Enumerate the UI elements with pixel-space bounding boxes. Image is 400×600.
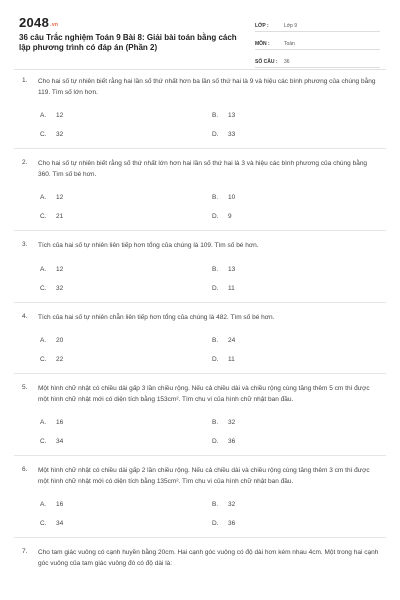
answer-options bbox=[38, 194, 380, 220]
option-value: 32 bbox=[56, 284, 64, 292]
question-number: 4. bbox=[22, 312, 28, 320]
option-letter: C. bbox=[40, 284, 47, 292]
option-value: 33 bbox=[228, 131, 236, 138]
option-letter: C. bbox=[40, 438, 47, 445]
answer-options bbox=[38, 501, 380, 527]
question-item bbox=[0, 548, 400, 569]
answer-option-b[interactable] bbox=[212, 266, 352, 273]
answer-options bbox=[38, 266, 380, 292]
option-value: 21 bbox=[56, 213, 64, 220]
answer-option-d[interactable] bbox=[212, 285, 352, 292]
answer-option-d[interactable] bbox=[212, 131, 352, 138]
question-list bbox=[0, 77, 400, 569]
option-letter: B. bbox=[212, 419, 219, 426]
answer-option-d[interactable] bbox=[212, 356, 352, 363]
option-letter: B. bbox=[212, 112, 219, 119]
option-value: 11 bbox=[228, 284, 235, 292]
option-letter: D. bbox=[212, 213, 219, 220]
answer-option-b[interactable] bbox=[212, 501, 352, 508]
answer-option-d[interactable] bbox=[212, 213, 352, 220]
document-title: 36 câu Trắc nghiệm Toán 9 Bài 8: Giải bài toán bằng cách lập phương trình có đáp án (Phần 2) bbox=[19, 33, 237, 52]
option-letter: A. bbox=[40, 112, 47, 119]
meta-row-class bbox=[255, 14, 380, 32]
answer-option-c[interactable] bbox=[40, 438, 212, 445]
question-divider bbox=[14, 230, 386, 231]
option-letter: C. bbox=[40, 356, 47, 363]
answer-option-a[interactable] bbox=[40, 337, 212, 344]
option-letter: A. bbox=[40, 265, 47, 273]
option-letter: B. bbox=[212, 194, 219, 201]
option-value: 32 bbox=[228, 419, 236, 426]
question-divider bbox=[14, 537, 386, 538]
answer-option-b[interactable] bbox=[212, 419, 352, 426]
brand-name: 2048 bbox=[19, 15, 50, 30]
option-letter: B. bbox=[212, 337, 219, 344]
question-text: Một hình chữ nhật có chiều dài gấp 2 lần chiều rộng. Nếu cả chiều dài và chiều rộng cùng tăng thêm 3 cm thì được một hình chữ nhật mới có diện tích bằng 135cm². Tìm chu vi của hình chữ nhật ban đầu. bbox=[38, 467, 370, 485]
option-letter: D. bbox=[212, 131, 219, 138]
option-value: 36 bbox=[228, 438, 236, 445]
header-divider bbox=[14, 69, 386, 70]
question-text: Một hình chữ nhật có chiều dài gấp 3 lần chiều rộng. Nếu cả chiều dài và chiều rộng cùng tăng thêm 5 cm thì được một hình chữ nhật mới có diện tích bằng 153cm². Tìm chu vi của hình chữ nhật ban đầu. bbox=[38, 385, 370, 403]
option-letter: A. bbox=[40, 337, 47, 344]
question-divider bbox=[14, 148, 386, 149]
meta-value: 36 bbox=[284, 59, 290, 65]
answer-options bbox=[38, 112, 380, 138]
question-item bbox=[0, 384, 400, 445]
brand-suffix: .vn bbox=[50, 22, 59, 28]
question-number: 5. bbox=[22, 384, 28, 391]
answer-option-c[interactable] bbox=[40, 285, 212, 292]
option-letter: B. bbox=[212, 265, 219, 273]
question-divider bbox=[14, 302, 386, 303]
question-item bbox=[0, 241, 400, 292]
option-letter: B. bbox=[212, 501, 219, 508]
option-value: 12 bbox=[56, 265, 64, 273]
meta-label: SỐ CÂU : bbox=[255, 59, 278, 65]
option-value: 13 bbox=[228, 265, 236, 273]
answer-option-a[interactable] bbox=[40, 419, 212, 426]
option-value: 16 bbox=[56, 501, 64, 508]
option-letter: C. bbox=[40, 520, 47, 527]
option-value: 34 bbox=[56, 520, 64, 527]
question-number: 7. bbox=[22, 548, 28, 555]
option-value: 16 bbox=[56, 419, 64, 426]
option-value: 13 bbox=[228, 112, 236, 119]
option-value: 9 bbox=[228, 213, 232, 220]
answer-option-a[interactable] bbox=[40, 266, 212, 273]
question-text: Tích của hai số tự nhiên liên tiếp hơn tổng của chúng là 109. Tìm số bé hơn. bbox=[38, 242, 259, 249]
meta-value: Toán bbox=[284, 41, 295, 47]
option-letter: C. bbox=[40, 213, 47, 220]
option-letter: A. bbox=[40, 194, 47, 201]
option-letter: C. bbox=[40, 131, 47, 138]
answer-option-a[interactable] bbox=[40, 112, 212, 119]
option-value: 20 bbox=[56, 337, 64, 344]
option-letter: D. bbox=[212, 356, 219, 363]
question-divider bbox=[14, 455, 386, 456]
option-letter: D. bbox=[212, 520, 219, 527]
meta-row-subject bbox=[255, 32, 380, 50]
answer-option-c[interactable] bbox=[40, 213, 212, 220]
option-value: 11 bbox=[228, 356, 235, 363]
question-text: Cho hai số tự nhiên biết rằng hai lần số thứ nhất hơn ba lần số thứ hai là 9 và hiệu các bình phương của chúng bằng 119. Tìm số lớn hơn. bbox=[38, 78, 376, 96]
page-header bbox=[0, 0, 400, 66]
answer-option-d[interactable] bbox=[212, 438, 352, 445]
option-value: 22 bbox=[56, 356, 64, 363]
answer-options bbox=[38, 337, 380, 363]
option-value: 10 bbox=[228, 194, 236, 201]
question-number: 1. bbox=[22, 77, 28, 84]
answer-options bbox=[38, 419, 380, 445]
answer-option-c[interactable] bbox=[40, 356, 212, 363]
option-value: 32 bbox=[228, 501, 236, 508]
meta-row-count bbox=[255, 50, 380, 68]
answer-option-c[interactable] bbox=[40, 131, 212, 138]
question-number: 6. bbox=[22, 466, 28, 473]
meta-label: LỚP : bbox=[255, 23, 269, 29]
question-item bbox=[0, 159, 400, 220]
answer-option-c[interactable] bbox=[40, 520, 212, 527]
meta-value: Lớp 9 bbox=[284, 23, 298, 29]
answer-option-b[interactable] bbox=[212, 194, 352, 201]
option-value: 32 bbox=[56, 131, 64, 138]
answer-option-b[interactable] bbox=[212, 112, 352, 119]
brand-logo[interactable] bbox=[19, 15, 58, 30]
option-value: 24 bbox=[228, 337, 236, 344]
option-value: 36 bbox=[228, 520, 236, 527]
option-value: 34 bbox=[56, 438, 64, 445]
option-value: 12 bbox=[56, 112, 64, 119]
option-value: 12 bbox=[56, 194, 64, 201]
question-text: Tích của hai số tự nhiên chẵn liên tiếp hơn tổng của chúng là 482. Tìm số bé hơn. bbox=[38, 313, 275, 321]
question-divider bbox=[14, 373, 386, 374]
answer-option-b[interactable] bbox=[212, 337, 352, 344]
question-item bbox=[0, 77, 400, 138]
question-text: Cho hai số tự nhiên biết rằng số thứ nhất lớn hơn hai lần số thứ hai là 3 và hiệu các bình phương của chúng bằng 360. Tìm số bé hơn. bbox=[38, 160, 368, 178]
option-letter: D. bbox=[212, 438, 219, 445]
question-item bbox=[0, 313, 400, 364]
question-number: 2. bbox=[22, 159, 28, 166]
question-item bbox=[0, 466, 400, 527]
document-meta bbox=[255, 14, 380, 68]
option-letter: A. bbox=[40, 501, 47, 508]
meta-label: MÔN : bbox=[255, 41, 270, 47]
answer-option-a[interactable] bbox=[40, 194, 212, 201]
question-text: Cho tam giác vuông có cạnh huyền bằng 20cm. Hai cạnh góc vuông có độ dài hơn kém nhau 4cm. Một trong hai cạnh góc vuông của tam giác vuông đó có độ dài là: bbox=[38, 549, 379, 567]
answer-option-d[interactable] bbox=[212, 520, 352, 527]
option-letter: D. bbox=[212, 284, 219, 292]
question-number: 3. bbox=[22, 241, 28, 248]
answer-option-a[interactable] bbox=[40, 501, 212, 508]
option-letter: A. bbox=[40, 419, 47, 426]
